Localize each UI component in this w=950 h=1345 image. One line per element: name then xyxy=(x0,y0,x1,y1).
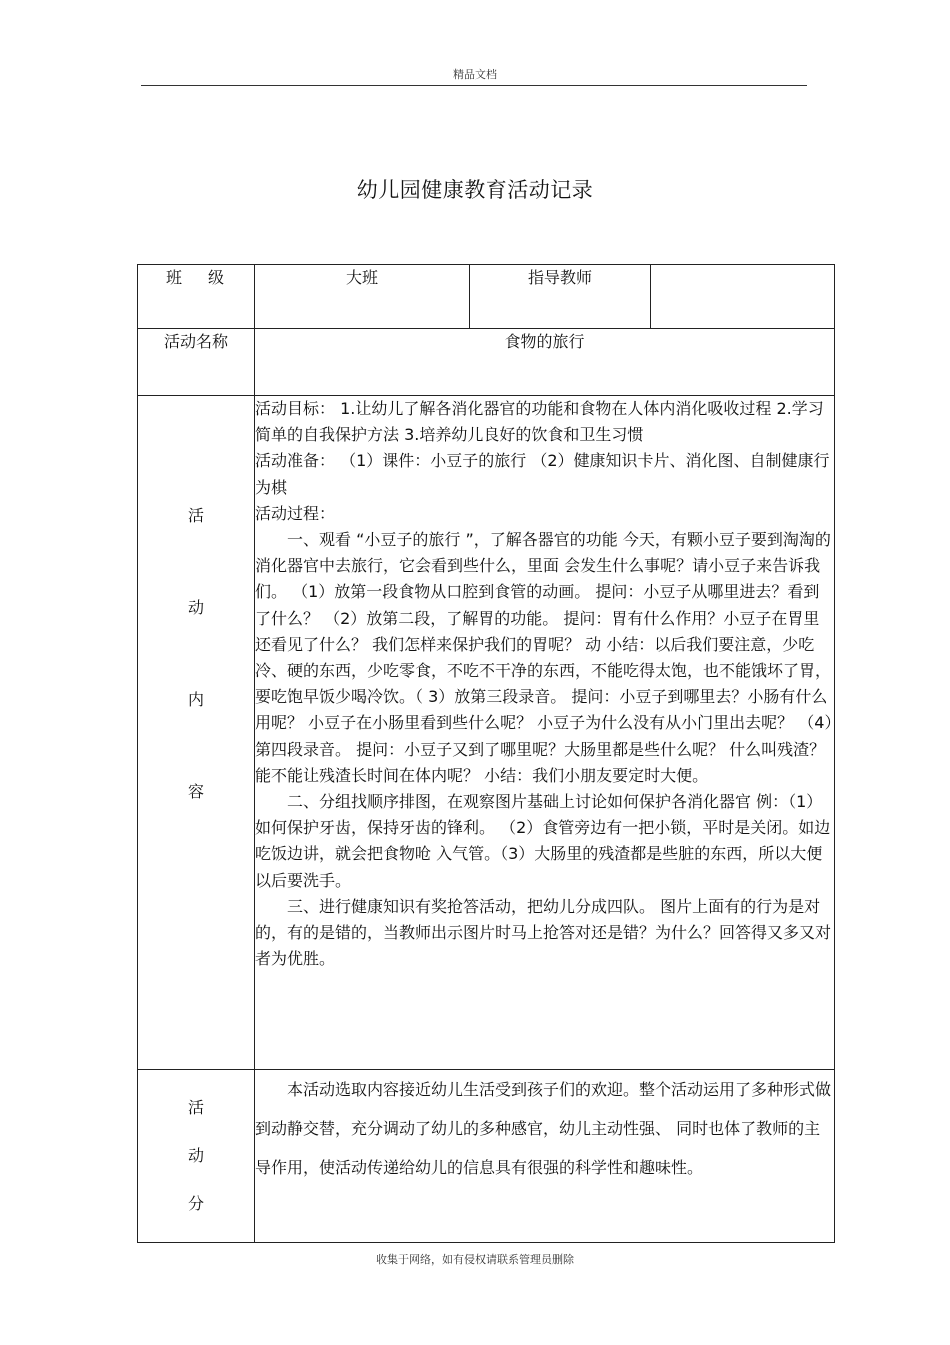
activity-name-value: 食物的旅行 xyxy=(255,329,835,396)
class-label-char-1: 班 xyxy=(165,268,184,287)
activity-content-body xyxy=(255,396,835,1070)
activity-process-heading: 活动过程： xyxy=(255,503,336,523)
header-label: 精品文档 xyxy=(453,68,497,81)
activity-record-table xyxy=(137,264,835,1243)
content-label-char: 活 xyxy=(187,506,204,525)
class-label-char-2: 级 xyxy=(208,268,227,287)
activity-analysis-body xyxy=(255,1070,835,1243)
activity-analysis-label-cell xyxy=(138,1070,255,1243)
activity-name-row xyxy=(138,329,835,396)
activity-preparation: 活动准备： （1）课件：小豆子的旅行 （2）健康知识卡片、消化图、自制健康行为棋 xyxy=(255,451,830,497)
analysis-text: 本活动选取内容接近幼儿生活受到孩子们的欢迎。整个活动运用了多种形式做到动静交替，充分调动了幼儿的多种感官，幼儿主动性强、 同时也体了教师的主导作用，使活动传递给幼儿的信息具有很强的科学性和趣味性。 xyxy=(255,1080,832,1177)
activity-content-label-cell xyxy=(138,396,255,1070)
activity-name-label: 活动名称 xyxy=(138,329,255,396)
class-label-cell xyxy=(138,265,255,329)
class-row xyxy=(138,265,835,329)
analysis-label-char: 动 xyxy=(187,1146,204,1165)
analysis-label-char: 活 xyxy=(187,1098,204,1117)
process-step-2: 二、分组找顺序排图，在观察图片基础上讨论如何保护各消化器官 例：（1）如何保护牙齿，保持牙齿的锋利。 （2）食管旁边有一把小锁，平时是关闭。如边吃饭边讲，就会把食物呛 入气管。（3）大肠里的残渣都是些脏的东西，所以大便以后要洗手。 xyxy=(255,792,831,890)
content-label-char: 内 xyxy=(187,690,204,709)
activity-analysis-row xyxy=(138,1070,835,1243)
class-value: 大班 xyxy=(255,265,470,329)
header-rule xyxy=(141,85,807,86)
activity-content-row xyxy=(138,396,835,1070)
content-label-char: 容 xyxy=(187,782,204,801)
activity-content-label xyxy=(138,396,254,874)
teacher-value xyxy=(651,265,835,329)
process-step-1: 一、观看 “小豆子的旅行 ”，了解各器官的功能 今天，有颗小豆子要到淘淘的消化器官中去旅行，它会看到些什么，里面 会发生什么事呢？请小豆子来告诉我们。 （1）放第一段食物从口腔到食管的动画。 提问：小豆子从哪里进去？看到了什么？ （2）放第二段，了解胃的功能。 提问：胃有什么作用？小豆子在胃里还看见了什么？ 我们怎样来保护我们的胃呢？ 动 小结：以后我们要注意，少吃冷、硬的东西，少吃零食，不吃不干净的东西，不能吃得太饱，也不能饿坏了胃，要吃饱早饭少喝冷饮。（ 3）放第三段录音。 提问：小豆子到哪里去？小肠有什么用呢？ 小豆子在小肠里看到些什么呢？ 小豆子为什么没有从小门里出去呢？ （4）第四段录音。 提问：小豆子又到了哪里呢？大肠里都是些什么呢？ 什么叫残渣？能不能让残渣长时间在体内呢？ 小结：我们小朋友要定时大便。 xyxy=(255,530,833,785)
analysis-label-char: 分 xyxy=(187,1194,204,1213)
process-step-3: 三、进行健康知识有奖抢答活动，把幼儿分成四队。 图片上面有的行为是对的，有的是错的，当教师出示图片时马上抢答对还是错？为什么？回答得又多又对者为优胜。 xyxy=(255,896,832,969)
activity-goal: 活动目标： 1.让幼儿了解各消化器官的功能和食物在人体内消化吸收过程 2.学习简单的自我保护方法 3.培养幼儿良好的饮食和卫生习惯 xyxy=(255,399,824,445)
content-label-char: 动 xyxy=(187,598,204,617)
teacher-label: 指导教师 xyxy=(470,265,651,329)
activity-analysis-label xyxy=(138,1070,254,1242)
footer-note: 收集于网络，如有侵权请联系管理员删除 xyxy=(376,1253,574,1266)
document-title: 幼儿园健康教育活动记录 xyxy=(356,178,594,202)
